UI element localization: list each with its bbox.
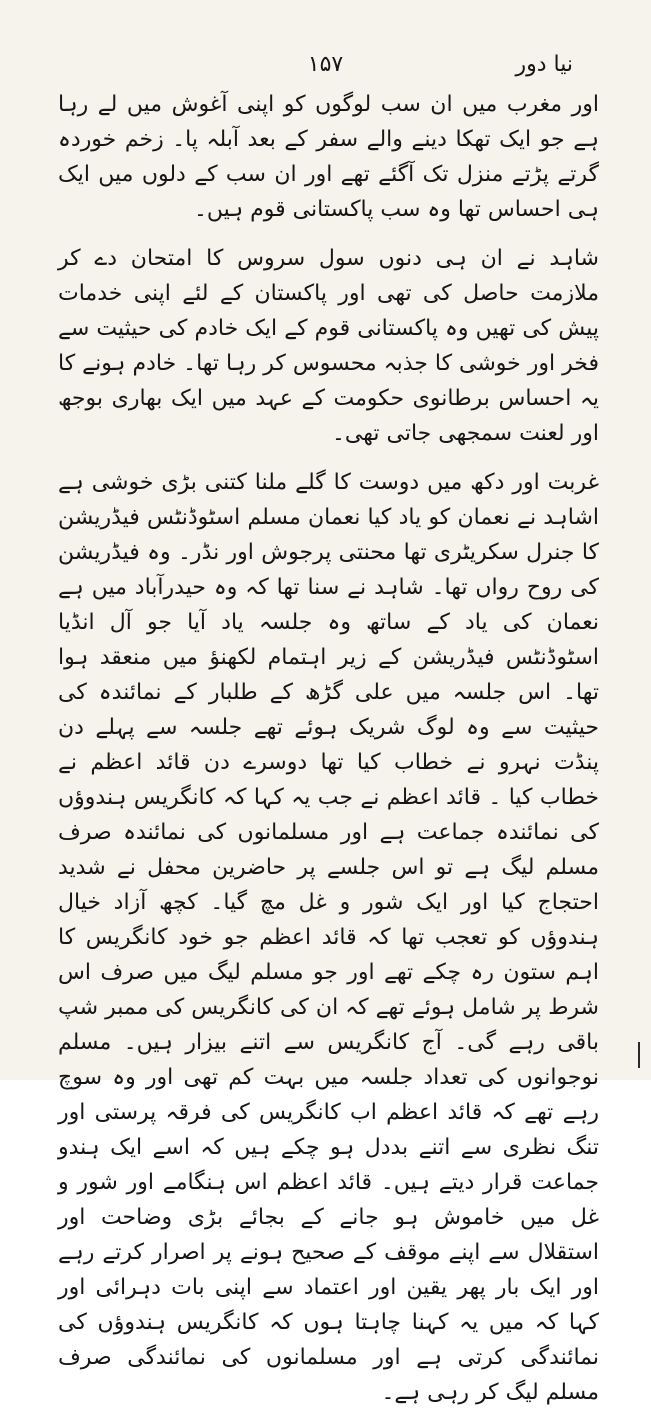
body-text [58, 87, 599, 1424]
paragraph-3: غربت اور دکھ میں دوست کا گلے ملنا کتنی بڑی خوشی ہے اشاہد نے نعمان کو یاد کیا نعمان مسلم اسٹوڈنٹس فیڈریشن کا جنرل سکریٹری تھا محنتی پرجوش اور نڈر۔ وہ فیڈریشن کی روح رواں تھا۔ شاہد نے سنا تھا کہ وہ حیدرآباد میں ہے نعمان کی یاد کے ساتھ وہ جلسہ یاد آیا جو آل انڈیا اسٹوڈنٹس فیڈریشن کے زیر اہتمام لکھنؤ میں منعقد ہوا تھا۔ اس جلسہ میں علی گڑھ کے طلبار کے نمائندہ کی حیثیت سے وہ لوگ شریک ہوئے تھے جلسہ سے پہلے دن پنڈت نہرو نے خطاب کیا تھا دوسرے دن قائد اعظم نے خطاب کیا ۔ قائد اعظم نے جب یہ کہا کہ کانگریس ہندوؤں کی نمائندہ جماعت ہے اور مسلمانوں کی نمائندہ صرف مسلم لیگ ہے تو اس جلسے پر حاضرین محفل نے شدید احتجاج کیا اور ایک شور و غل مچ گیا۔ کچھ آزاد خیال ہندوؤں کو تعجب تھا کہ قائد اعظم جو خود کانگریس کا اہم ستون رہ چکے تھے اور جو مسلم لیگ میں صرف اس شرط پر شامل ہوئے تھے کہ ان کی کانگریس کی ممبر شپ باقی رہے گی۔ آج کانگریس سے اتنے بیزار ہیں۔ مسلم نوجوانوں کی تعداد جلسہ میں بہت کم تھی اور وہ سوچ رہے تھے کہ قائد اعظم اب کانگریس کی فرقہ پرستی اور تنگ نظری سے اتنے بددل ہو چکے ہیں کہ اسے ایک ہندو جماعت قرار دیتے ہیں۔ قائد اعظم اس ہنگامے اور شور و غل میں خاموش ہو جانے کے بجائے بڑی وضاحت اور استقلال سے اپنے موقف کے صحیح ہونے پر اصرار کرتے رہے اور ایک بار پھر یقین اور اعتماد سے اپنی بات دہرائی اور کہا کہ میں یہ کہنا چاہتا ہوں کہ کانگریس ہندوؤں کی نمائندگی کرتی ہے اور مسلمانوں کی نمائندگی صرف مسلم لیگ کر رہی ہے۔ [58, 470, 599, 1405]
paragraph-1: اور مغرب میں ان سب لوگوں کو اپنی آغوش میں لے رہا ہے جو ایک تھکا دینے والے سفر کے بعد آبلہ پا۔ زخم خوردہ گرتے پڑتے منزل تک آگئے تھے اور ان سب کے دلوں میں ایک ہی احساس تھا وہ سب پاکستانی قوم ہیں۔ [58, 92, 599, 222]
page-number: ۱۵۷ [307, 52, 344, 77]
running-title: نیا دور [515, 52, 573, 77]
margin-mark [638, 1042, 640, 1068]
page-header [60, 42, 591, 88]
paragraph-2: شاہد نے ان ہی دنوں سول سروس کا امتحان دے کر ملازمت حاصل کی تھی اور پاکستان کے لئے اپنی خدمات پیش کی تھیں وہ پاکستانی قوم کے ایک خادم کی حیثیت سے فخر اور خوشی کا جذبہ محسوس کر رہا تھا۔ خادم ہونے کا یہ احساس برطانوی حکومت کے عہد میں ایک بھاری بوجھ اور لعنت سمجھی جاتی تھی۔ [58, 246, 599, 446]
